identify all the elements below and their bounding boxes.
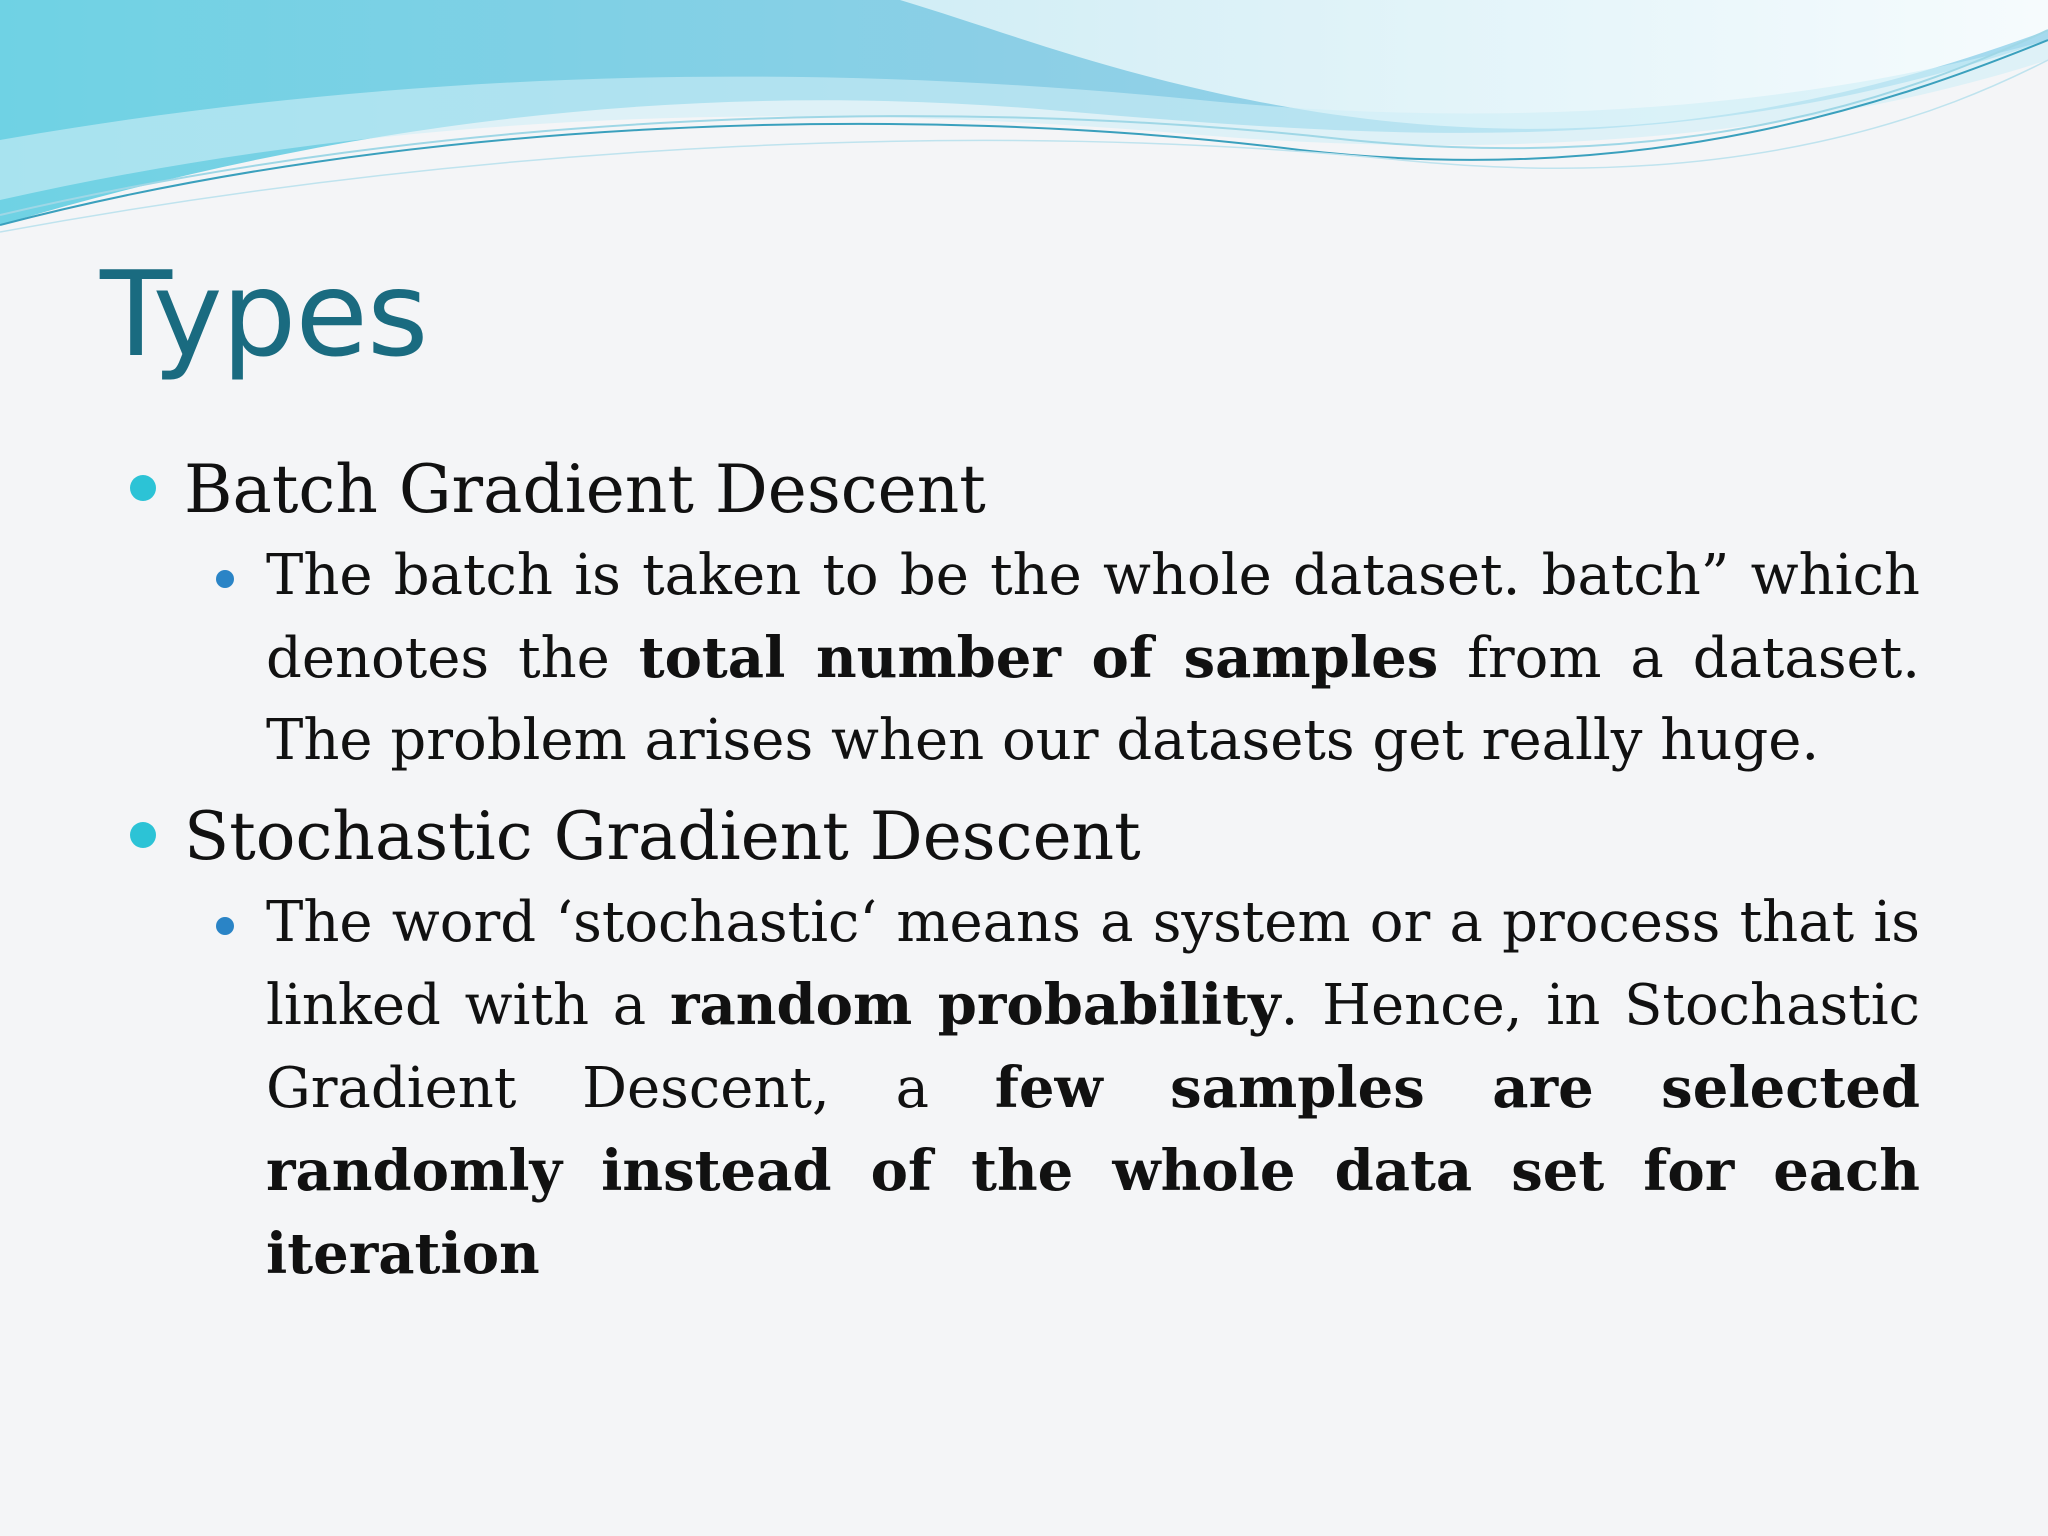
paragraph-text: . Hence, in Stochastic Gradient Descent, a <box>266 973 1920 1121</box>
bullet-stochastic-gradient-descent <box>130 792 1930 882</box>
emphasis-text: few samples are selected randomly instead of the whole data set for each iteration <box>266 1055 1920 1287</box>
sub-bullet-icon <box>216 570 234 588</box>
bullet-icon <box>130 475 156 501</box>
bullet-list <box>130 445 1930 1296</box>
emphasis-text: random probability <box>669 972 1281 1038</box>
sub-bullet-icon <box>216 917 234 935</box>
paragraph-text: The word ‘stochastic‘ means a system or a process that is linked with a <box>266 890 1920 1038</box>
sub-bullet-stochastic-description <box>266 882 1920 1296</box>
emphasis-text: total number of samples <box>638 625 1439 691</box>
slide-title: Types <box>100 245 428 383</box>
bullet-batch-gradient-descent <box>130 445 1930 535</box>
header-wave-decoration <box>0 0 2048 260</box>
bullet-heading: Batch Gradient Descent <box>184 451 986 528</box>
bullet-icon <box>130 822 156 848</box>
sub-bullet-batch-description <box>266 535 1920 782</box>
paragraph-text: from a dataset. The problem arises when our datasets get really huge. <box>266 626 1920 773</box>
paragraph-text: The batch is taken to be the whole dataset. batch” which denotes the <box>266 543 1920 691</box>
bullet-heading: Stochastic Gradient Descent <box>184 798 1141 875</box>
